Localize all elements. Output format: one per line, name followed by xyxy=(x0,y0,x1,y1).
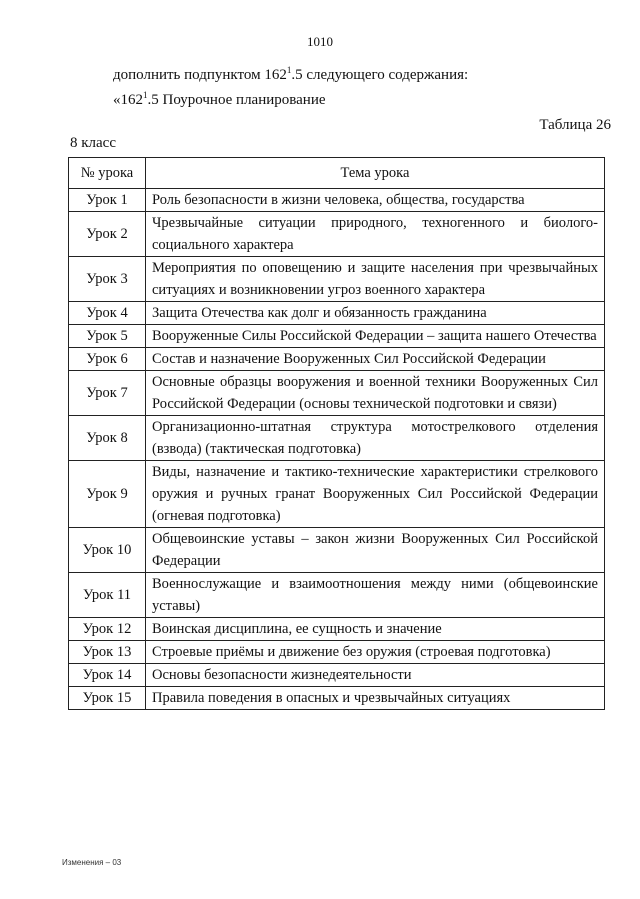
intro-line-2-prefix: «162 xyxy=(113,92,143,108)
table-row xyxy=(69,257,605,302)
intro-line-1-prefix: дополнить подпунктом 162 xyxy=(113,67,287,83)
lesson-number: Урок 2 xyxy=(69,212,146,257)
lesson-plan-table xyxy=(68,157,605,710)
intro-line-2-superscript: 1 xyxy=(143,90,148,100)
table-row xyxy=(69,618,605,641)
intro-line-1 xyxy=(113,65,468,84)
lesson-number: Урок 9 xyxy=(69,461,146,528)
lesson-topic: Воинская дисциплина, ее сущность и значение xyxy=(146,618,605,641)
lesson-topic: Правила поведения в опасных и чрезвычайных ситуациях xyxy=(146,687,605,710)
footer-revision: Изменения – 03 xyxy=(62,858,122,867)
lesson-topic: Военнослужащие и взаимоотношения между ними (общевоинские уставы) xyxy=(146,573,605,618)
lesson-number: Урок 14 xyxy=(69,664,146,687)
table-row xyxy=(69,371,605,416)
page-number: 1010 xyxy=(307,34,333,49)
table-row xyxy=(69,348,605,371)
header-lesson-number: № урока xyxy=(69,158,146,189)
grade-label: 8 класс xyxy=(70,135,116,151)
lesson-number: Урок 11 xyxy=(69,573,146,618)
header-lesson-topic: Тема урока xyxy=(146,158,605,189)
lesson-number: Урок 8 xyxy=(69,416,146,461)
lesson-number: Урок 1 xyxy=(69,189,146,212)
lesson-topic: Основы безопасности жизнедеятельности xyxy=(146,664,605,687)
lesson-topic: Общевоинские уставы – закон жизни Вооруженных Сил Российской Федерации xyxy=(146,528,605,573)
table-row xyxy=(69,664,605,687)
lesson-number: Урок 12 xyxy=(69,618,146,641)
intro-line-1-suffix: .5 следующего содержания: xyxy=(291,67,469,83)
lesson-topic: Защита Отечества как долг и обязанность гражданина xyxy=(146,302,605,325)
table-row xyxy=(69,573,605,618)
table-row xyxy=(69,416,605,461)
table-header-row xyxy=(69,158,605,189)
lesson-number: Урок 15 xyxy=(69,687,146,710)
table-row xyxy=(69,212,605,257)
lesson-topic: Строевые приёмы и движение без оружия (строевая подготовка) xyxy=(146,641,605,664)
lesson-number: Урок 4 xyxy=(69,302,146,325)
lesson-number: Урок 13 xyxy=(69,641,146,664)
table-row xyxy=(69,687,605,710)
table-row xyxy=(69,641,605,664)
lesson-topic: Виды, назначение и тактико-технические характеристики стрелкового оружия и ручных гранат Вооруженных Сил Российской Федерации (огневая подготовка) xyxy=(146,461,605,528)
lesson-topic: Организационно-штатная структура мотострелкового отделения (взвода) (тактическая подготовка) xyxy=(146,416,605,461)
table-row xyxy=(69,189,605,212)
table-row xyxy=(69,461,605,528)
table-row xyxy=(69,528,605,573)
table-row xyxy=(69,302,605,325)
lesson-number: Урок 7 xyxy=(69,371,146,416)
intro-line-2-suffix: .5 Поурочное планирование xyxy=(147,92,326,108)
lesson-number: Урок 10 xyxy=(69,528,146,573)
lesson-topic: Чрезвычайные ситуации природного, техногенного и биолого-социального характера xyxy=(146,212,605,257)
lesson-topic: Основные образцы вооружения и военной техники Вооруженных Сил Российской Федерации (основы технической подготовки и связи) xyxy=(146,371,605,416)
lesson-topic: Роль безопасности в жизни человека, общества, государства xyxy=(146,189,605,212)
table-row xyxy=(69,325,605,348)
lesson-number: Урок 3 xyxy=(69,257,146,302)
lesson-topic: Вооруженные Силы Российской Федерации – защита нашего Отечества xyxy=(146,325,605,348)
intro-line-1-superscript: 1 xyxy=(286,65,292,75)
lesson-topic: Мероприятия по оповещению и защите населения при чрезвычайных ситуациях и возникновении угроз военного характера xyxy=(146,257,605,302)
table-body xyxy=(69,189,605,710)
intro-line-2 xyxy=(113,90,326,109)
lesson-topic: Состав и назначение Вооруженных Сил Российской Федерации xyxy=(146,348,605,371)
lesson-number: Урок 6 xyxy=(69,348,146,371)
lesson-number: Урок 5 xyxy=(69,325,146,348)
table-caption: Таблица 26 xyxy=(539,117,611,133)
